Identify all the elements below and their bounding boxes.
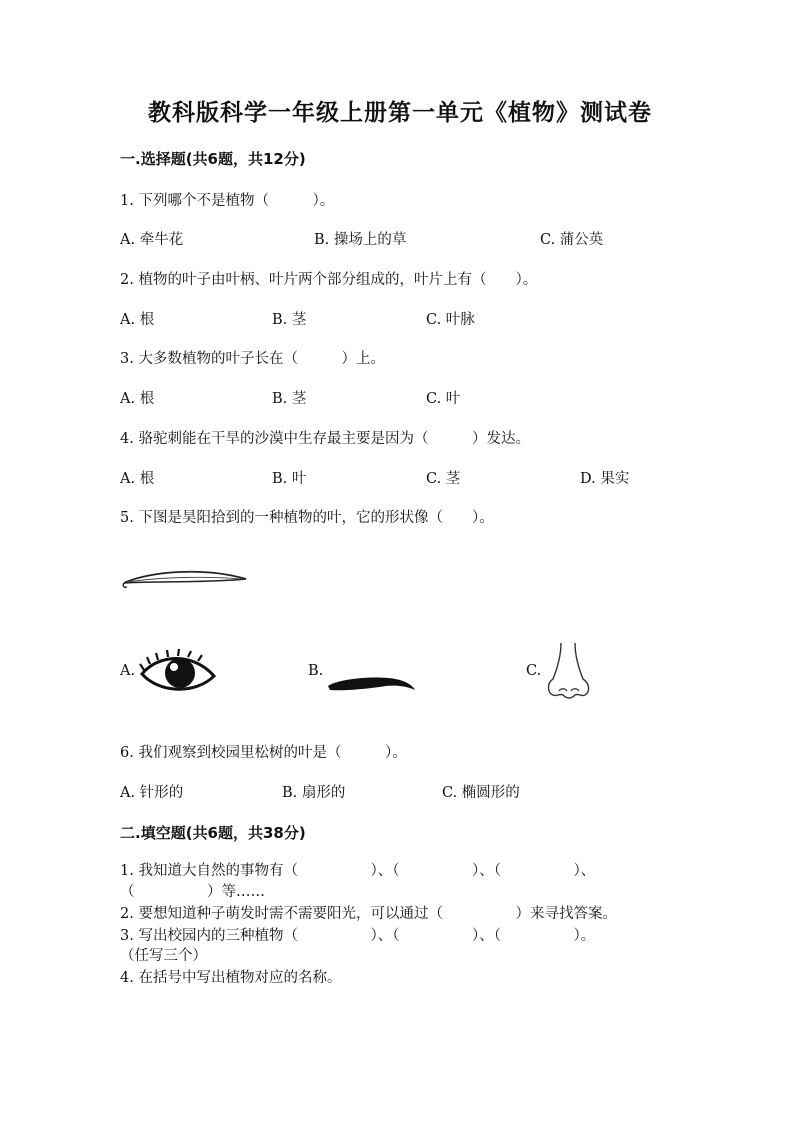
q4-option-b: B. 叶 <box>272 471 307 487</box>
section-heading-fill: 二.填空题(共6题，共38分) <box>120 824 306 842</box>
section-heading-choice: 一.选择题(共6题，共12分) <box>120 150 306 168</box>
question-2: 2. 植物的叶子由叶柄、叶片两个部分组成的，叶片上有（ ）。 <box>120 272 538 288</box>
fill-question-1: 1. 我知道大自然的事物有（ ）、（ ）、（ ）、 <box>120 863 596 879</box>
question-1: 1. 下列哪个不是植物（ ）。 <box>120 193 335 209</box>
q3-option-a: A. 根 <box>120 391 155 407</box>
fill-question-1-cont: （ ）等…… <box>120 884 265 900</box>
q4-option-a: A. 根 <box>120 471 155 487</box>
q2-option-c: C. 叶脉 <box>426 312 475 328</box>
q5-option-a: A. <box>120 663 136 679</box>
fill-question-4: 4. 在括号中写出植物对应的名称。 <box>120 970 342 986</box>
q3-option-b: B. 茎 <box>272 391 307 407</box>
q2-option-b: B. 茎 <box>272 312 307 328</box>
page-title: 教科版科学一年级上册第一单元《植物》测试卷 <box>148 100 652 126</box>
q1-option-b: B. 操场上的草 <box>314 232 407 248</box>
q2-option-a: A. 根 <box>120 312 155 328</box>
eye-icon <box>138 648 218 698</box>
fill-question-3: 3. 写出校园内的三种植物（ ）、（ ）、（ ）。 <box>120 928 596 944</box>
question-6: 6. 我们观察到校园里松树的叶是（ ）。 <box>120 745 407 761</box>
q6-option-b: B. 扇形的 <box>282 785 346 801</box>
q5-option-c: C. <box>526 663 542 679</box>
fill-question-2: 2. 要想知道种子萌发时需不需要阳光，可以通过（ ）来寻找答案。 <box>120 906 617 922</box>
q6-option-a: A. 针形的 <box>120 785 184 801</box>
question-5: 5. 下图是昊阳拾到的一种植物的叶，它的形状像（ ）。 <box>120 510 494 526</box>
eyebrow-icon <box>326 672 418 694</box>
nose-icon <box>543 641 593 703</box>
question-3: 3. 大多数植物的叶子长在（ ）上。 <box>120 351 385 367</box>
q5-option-b: B. <box>308 663 324 679</box>
q4-option-c: C. 茎 <box>426 471 461 487</box>
q1-option-a: A. 牵牛花 <box>120 232 184 248</box>
q4-option-d: D. 果实 <box>580 471 630 487</box>
q3-option-c: C. 叶 <box>426 391 461 407</box>
leaf-outline-icon <box>120 565 250 593</box>
question-4: 4. 骆驼刺能在干旱的沙漠中生存最主要是因为（ ）发达。 <box>120 431 530 447</box>
fill-question-3-cont: （任写三个） <box>120 948 207 964</box>
q6-option-c: C. 椭圆形的 <box>442 785 520 801</box>
q1-option-c: C. 蒲公英 <box>540 232 604 248</box>
